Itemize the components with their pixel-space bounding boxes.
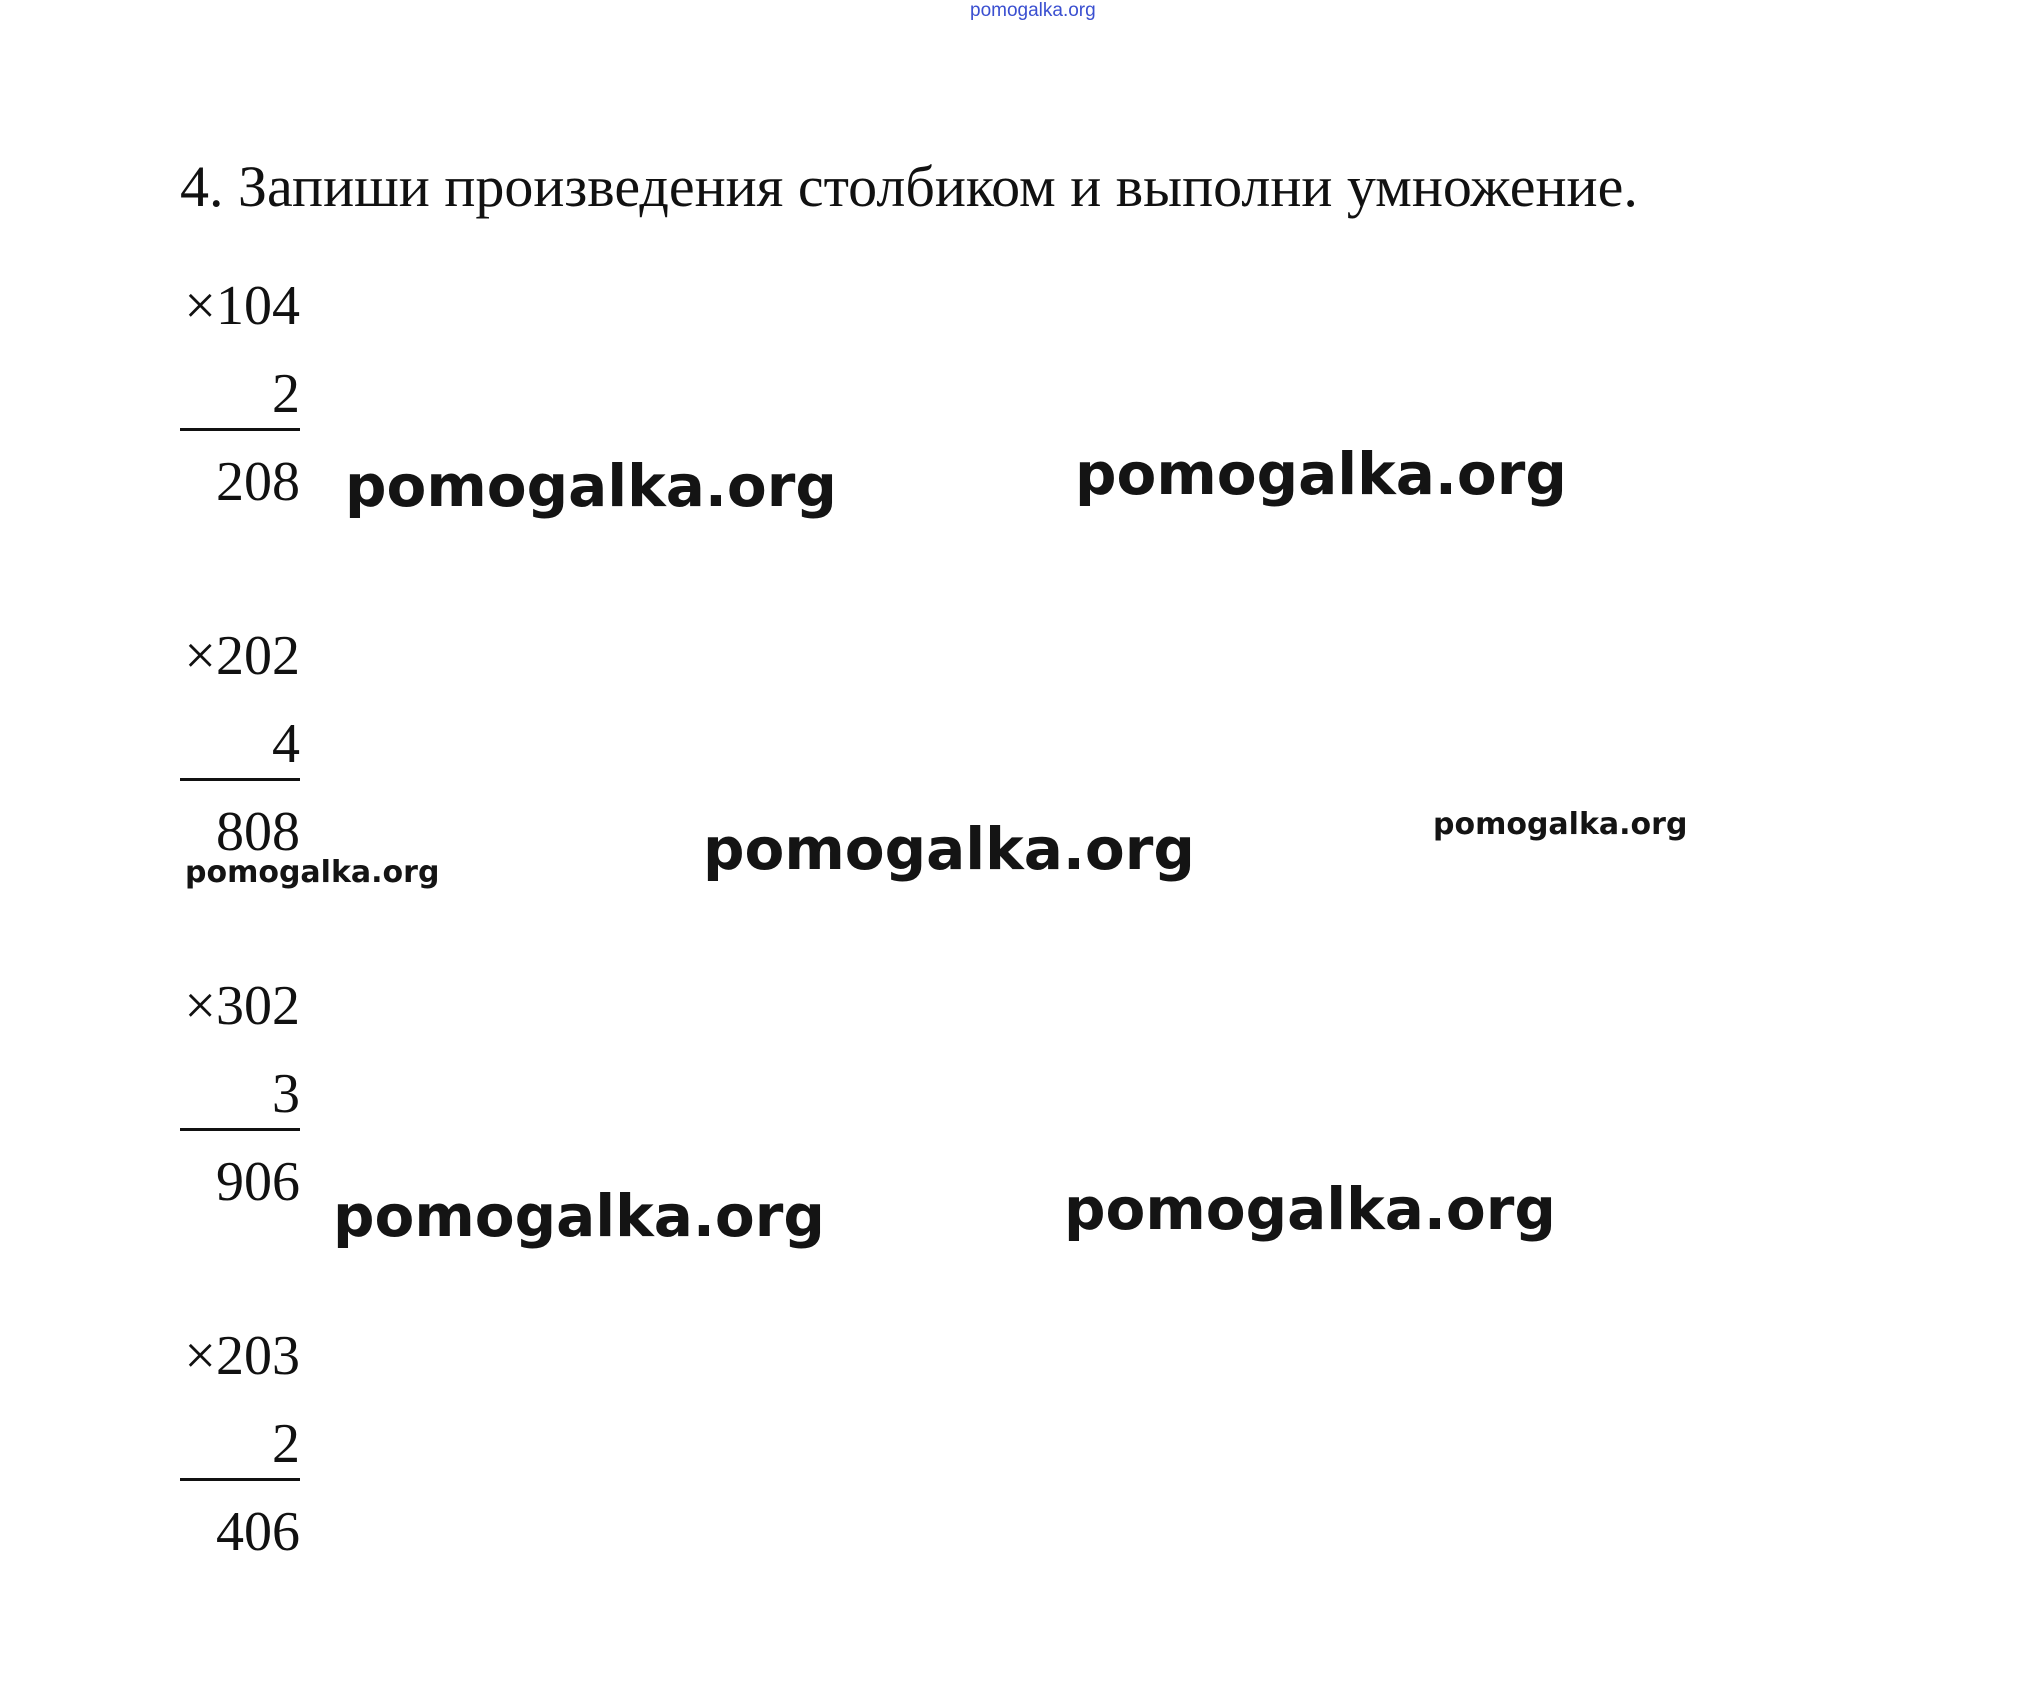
calc-factor2: 3 bbox=[180, 1062, 300, 1131]
watermark: pomogalka.org bbox=[1064, 1175, 1556, 1243]
calc-factor1: ×104 bbox=[184, 275, 300, 337]
calc-result: 906 bbox=[216, 1151, 300, 1213]
calc-result: 208 bbox=[216, 451, 300, 513]
calc-factor2: 2 bbox=[180, 1412, 300, 1481]
calc-factor2: 2 bbox=[180, 362, 300, 431]
calc-result: 406 bbox=[216, 1501, 300, 1563]
watermark: pomogalka.org bbox=[703, 815, 1195, 883]
calc-factor1: ×302 bbox=[184, 975, 300, 1037]
task-title: 4. Запиши произведения столбиком и выполни умножение. bbox=[180, 154, 1638, 219]
watermark: pomogalka.org bbox=[345, 452, 837, 520]
calc-factor1: ×202 bbox=[184, 625, 300, 687]
watermark: pomogalka.org bbox=[333, 1182, 825, 1250]
calc-result: 808 bbox=[216, 801, 300, 863]
site-link[interactable]: pomogalka.org bbox=[970, 0, 1096, 21]
watermark: pomogalka.org bbox=[185, 855, 440, 890]
calc-factor1: ×203 bbox=[184, 1325, 300, 1387]
calc-factor2: 4 bbox=[180, 712, 300, 781]
watermark: pomogalka.org bbox=[1433, 807, 1688, 842]
watermark: pomogalka.org bbox=[1075, 440, 1567, 508]
